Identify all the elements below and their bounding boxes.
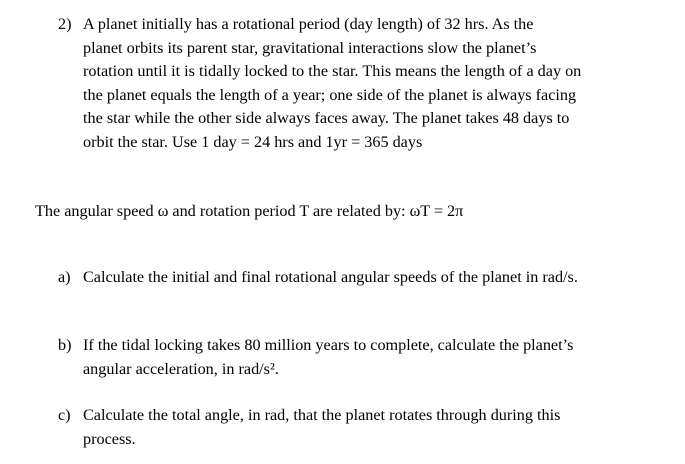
problem-line: planet orbits its parent star, gravitational interactions slow the planet’s: [83, 38, 537, 57]
subpart-body: [83, 334, 668, 381]
subpart-body: [83, 266, 668, 290]
subpart-c: [58, 404, 668, 451]
subpart-line: process.: [83, 429, 136, 448]
subpart-line: Calculate the initial and final rotational angular speeds of the planet in rad/s.: [83, 268, 578, 286]
subpart-a: [58, 266, 668, 290]
problem-body: [83, 13, 668, 154]
subpart-label: c): [58, 406, 71, 424]
subpart-label: b): [58, 336, 72, 354]
subpart-line: angular acceleration, in rad/s².: [83, 359, 279, 378]
subpart-body: [83, 404, 668, 451]
subpart-b: [58, 334, 668, 381]
problem-number: 2): [58, 15, 72, 33]
problem-statement: [58, 13, 668, 154]
problem-line: the planet equals the length of a year; one side of the planet is always facing: [83, 85, 577, 104]
subpart-line: Calculate the total angle, in rad, that the planet rotates through during this: [83, 406, 561, 424]
subpart-line: If the tidal locking takes 80 million years to complete, calculate the planet’s: [83, 336, 574, 354]
problem-line: the star while the other side always faces away. The planet takes 48 days to: [83, 109, 570, 127]
problem-line: rotation until it is tidally locked to the star. This means the length of a day on: [83, 62, 582, 80]
problem-line: orbit the star. Use 1 day = 24 hrs and 1yr = 365 days: [83, 132, 423, 151]
relation-statement: The angular speed ω and rotation period T are related by: ωT = 2π: [35, 202, 464, 220]
problem-line: A planet initially has a rotational period (day length) of 32 hrs. As the: [83, 15, 534, 33]
subpart-label: a): [58, 268, 71, 286]
